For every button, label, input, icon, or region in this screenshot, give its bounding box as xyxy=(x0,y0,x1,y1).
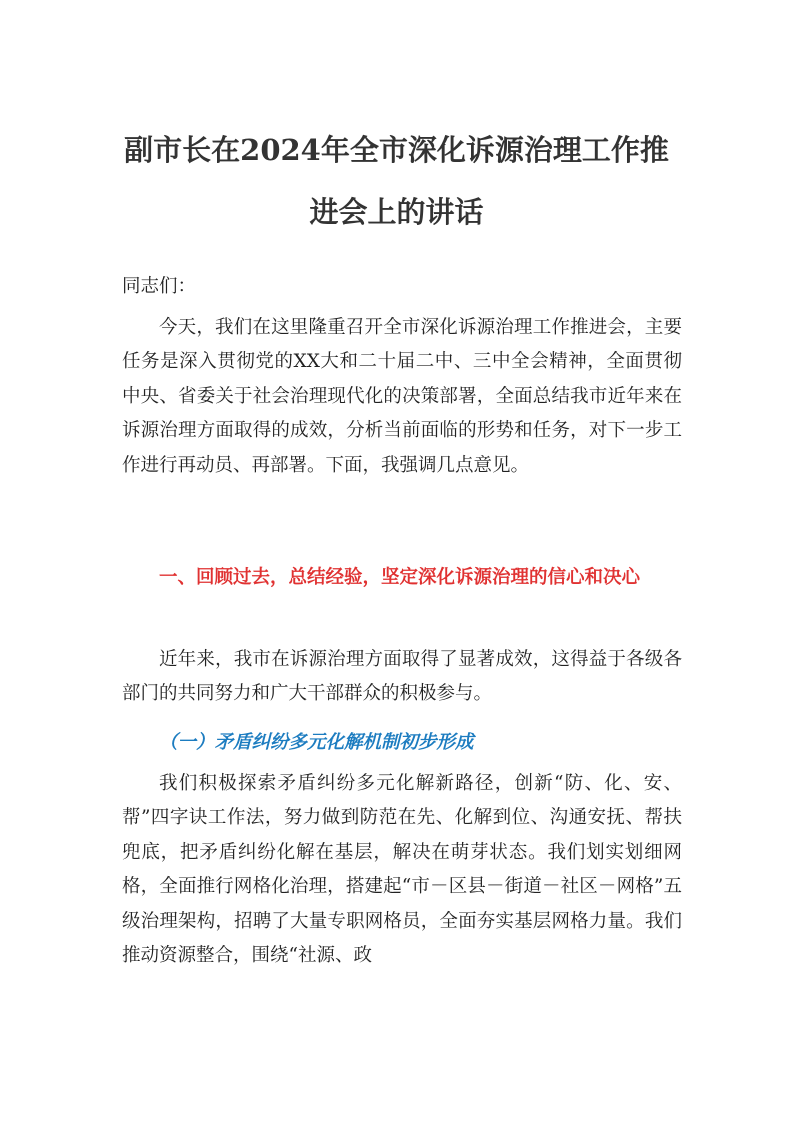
salutation: 同志们： xyxy=(122,276,197,297)
section-1-paragraph: 近年来，我市在诉源治理方面取得了显著成效，这得益于各级各部门的共同努力和广大干部群众的积极参与。 xyxy=(122,649,682,705)
intro-paragraph: 今天，我们在这里隆重召开全市深化诉源治理工作推进会，主要任务是深入贯彻党的XX大和二十届二中、三中全会精神，全面贯彻中央、省委关于社会治理现代化的决策部署，全面总结我市近年来在诉源治理方面取得的成效，分析当前面临的形势和任务，对下一步工作进行再动员、再部署。下面，我强调几点意见。 xyxy=(122,317,682,476)
section-1-heading: 一、回顾过去，总结经验，坚定深化诉源治理的信心和决心 xyxy=(159,567,641,588)
subsection-1-heading: （一）矛盾纠纷多元化解机制初步形成 xyxy=(159,732,474,753)
document-title-line-2: 进会上的讲话 xyxy=(309,195,484,229)
document-title-line-1: 副市长在2024年全市深化诉源治理工作推 xyxy=(124,133,669,167)
subsection-1-paragraph: 我们积极探索矛盾纠纷多元化解新路径，创新“防、化、安、帮”四字诀工作法，努力做到防范在先、化解到位、沟通安抚、帮扶兜底，把矛盾纠纷化解在基层，解决在萌芽状态。我们划实划细网格，全面推行网格化治理，搭建起“市－区县－街道－社区－网格”五级治理架构，招聘了大量专职网格员，全面夯实基层网格力量。我们推动资源整合，围绕“社源、政 xyxy=(122,773,682,967)
